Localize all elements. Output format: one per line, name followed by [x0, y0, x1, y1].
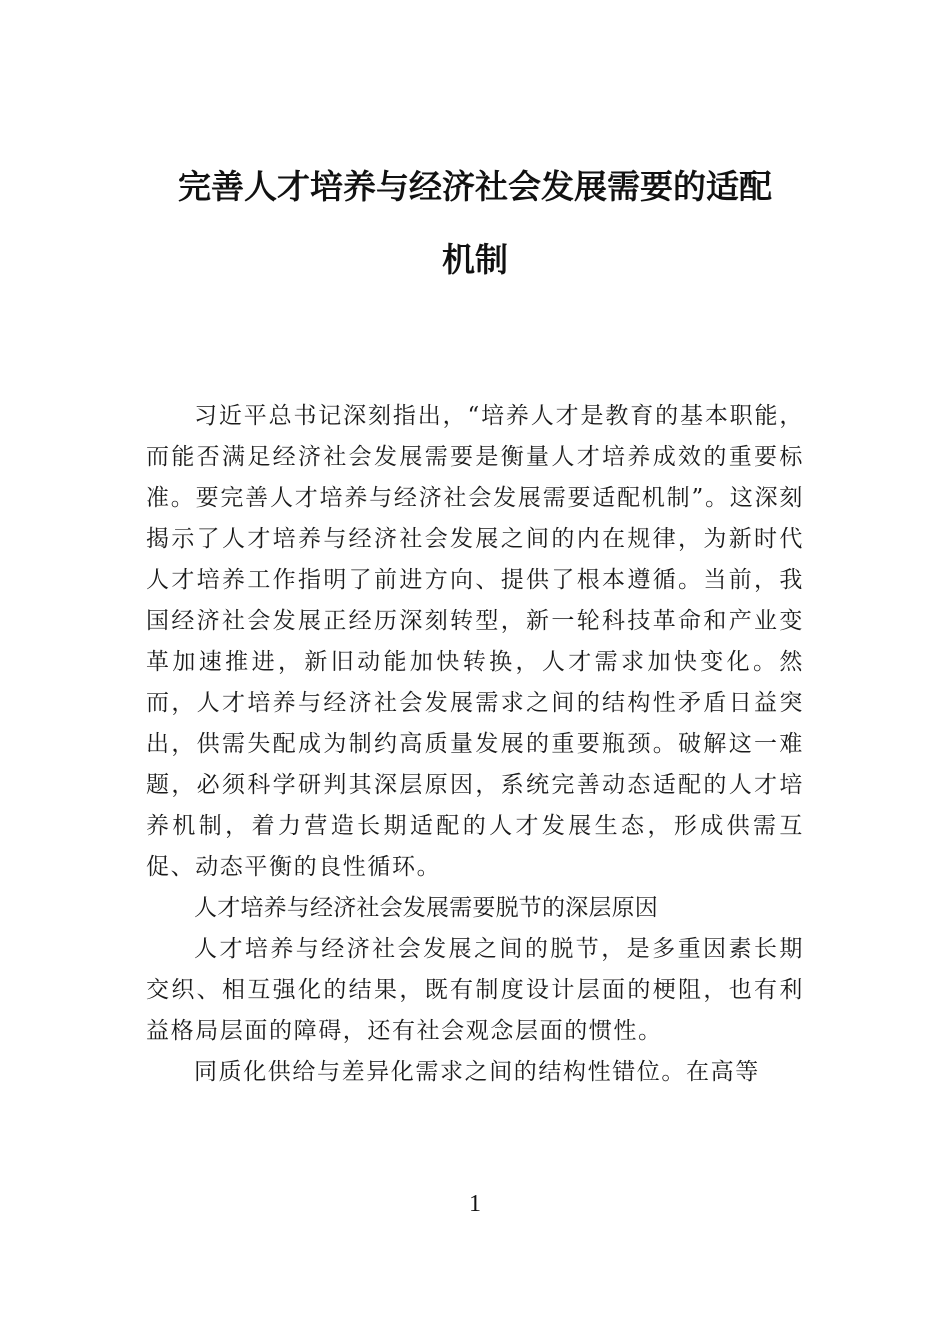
section-heading: 人才培养与经济社会发展需要脱节的深层原因	[194, 895, 658, 921]
document-body	[146, 396, 804, 1093]
paragraph-structural-mismatch: 同质化供给与差异化需求之间的结构性错位。在高等	[194, 1059, 760, 1085]
page-number: 1	[469, 1191, 481, 1217]
paragraph-intro: 习近平总书记深刻指出，“培养人才是教育的基本职能，而能否满足经济社会发展需要是衡量人才培养成效的重要标准。要完善人才培养与经济社会发展需要适配机制”。这深刻揭示了人才培养与经济社会发展之间的内在规律，为新时代人才培养工作指明了前进方向、提供了根本遵循。当前，我国经济社会发展正经历深刻转型，新一轮科技革命和产业变革加速推进，新旧动能加快转换，人才需求加快变化。然而，人才培养与经济社会发展需求之间的结构性矛盾日益突出，供需失配成为制约高质量发展的重要瓶颈。破解这一难题，必须科学研判其深层原因，系统完善动态适配的人才培养机制，着力营造长期适配的人才发展生态，形成供需互促、动态平衡的良性循环。	[146, 403, 804, 880]
paragraph-causes: 人才培养与经济社会发展之间的脱节，是多重因素长期交织、相互强化的结果，既有制度设计层面的梗阻，也有利益格局层面的障碍，还有社会观念层面的惯性。	[146, 936, 804, 1044]
document-title-line-2: 机制	[442, 240, 508, 279]
document-title-line-1: 完善人才培养与经济社会发展需要的适配	[178, 167, 772, 206]
